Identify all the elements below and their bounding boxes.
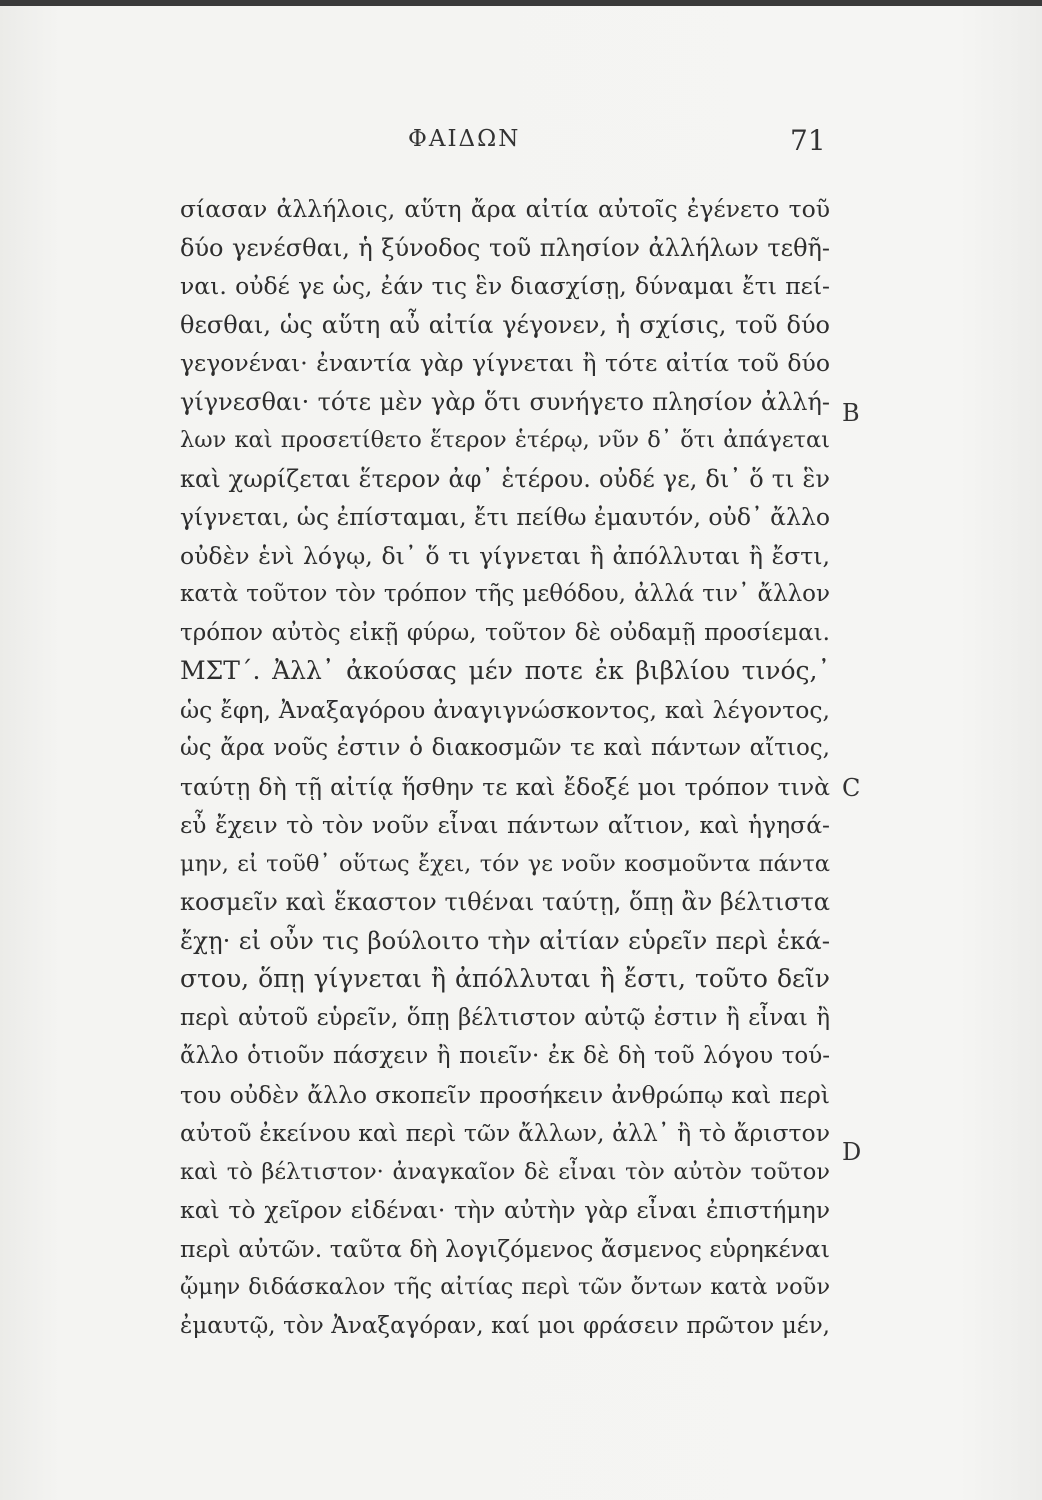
text-line: ναι. οὐδέ γε ὡς, ἐάν τις ἓν διασχίσῃ, δύναμαι ἔτι πεί-	[180, 272, 830, 300]
text-line: στου, ὅπῃ γίγνεται ἢ ἀπόλλυται ἢ ἔστι, τοῦτο δεῖν	[180, 964, 830, 993]
text-line: γίγνεσθαι· τότε μὲν γὰρ ὅτι συνήγετο πλησίον ἀλλή-	[180, 387, 830, 416]
page-number: 71	[790, 124, 826, 157]
text-line: κατὰ τοῦτον τὸν τρόπον τῆς μεθόδου, ἀλλά τιν᾽ ἄλλον	[180, 581, 830, 607]
text-line: κοσμεῖν καὶ ἕκαστον τιθέναι ταύτῃ, ὅπῃ ἂν βέλτιστα	[180, 888, 830, 916]
text-line: γίγνεται, ὡς ἐπίσταμαι, ἔτι πείθω ἐμαυτόν, οὐδ᾽ ἄλλο	[180, 503, 830, 531]
text-line: ἔχῃ· εἰ οὖν τις βούλοιτο τὴν αἰτίαν εὑρεῖν περὶ ἑκά-	[180, 925, 830, 955]
text-line: περὶ αὐτοῦ εὑρεῖν, ὅπῃ βέλτιστον αὐτῷ ἐστιν ἢ εἶναι ἢ	[180, 1004, 830, 1031]
text-line: τρόπον αὐτὸς εἰκῇ φύρω, τοῦτον δὲ οὐδαμῇ προσίεμαι.	[180, 619, 830, 646]
text-line: καὶ τὸ βέλτιστον· ἀναγκαῖον δὲ εἶναι τὸν αὐτὸν τοῦτον	[180, 1158, 830, 1185]
greek-text-body	[180, 190, 830, 1345]
text-line: καὶ τὸ χεῖρον εἰδέναι· τὴν αὐτὴν γὰρ εἶναι ἐπιστήμην	[180, 1196, 830, 1224]
text-line: δύο γενέσθαι, ἡ ξύνοδος τοῦ πλησίον ἀλλήλων τεθῆ-	[180, 233, 830, 262]
text-line: ΜΣΤ΄. Ἀλλ᾽ ἀκούσας μέν ποτε ἐκ βιβλίου τινός,᾽	[180, 656, 830, 685]
text-line: ἐμαυτῷ, τὸν Ἀναξαγόραν, καί μοι φράσειν πρῶτον μέν,	[180, 1312, 830, 1339]
margin-section-mark-d: D	[842, 1138, 862, 1166]
text-line: οὐδὲν ἑνὶ λόγῳ, δι᾽ ὅ τι γίγνεται ἢ ἀπόλλυται ἢ ἔστι,	[180, 541, 830, 570]
text-line: θεσθαι, ὡς αὕτη αὖ αἰτία γέγονεν, ἡ σχίσις, τοῦ δύο	[180, 310, 830, 339]
text-line: ὡς ἔφη, Ἀναξαγόρου ἀναγιγνώσκοντος, καὶ λέγοντος,	[180, 695, 830, 724]
running-title: ΦΑΙΔΩΝ	[408, 126, 521, 152]
text-line: περὶ αὐτῶν. ταῦτα δὴ λογιζόμενος ἄσμενος εὑρηκέναι	[180, 1234, 830, 1263]
text-line: ἄλλο ὁτιοῦν πάσχειν ἢ ποιεῖν· ἐκ δὲ δὴ τοῦ λόγου τού-	[180, 1043, 830, 1069]
text-line: σίασαν ἀλλήλοις, αὕτη ἄρα αἰτία αὐτοῖς ἐγένετο τοῦ	[180, 195, 830, 223]
page-top-edge	[0, 0, 1042, 6]
text-line: λων καὶ προσετίθετο ἕτερον ἑτέρῳ, νῦν δ᾽ ὅτι ἀπάγεται	[180, 427, 830, 453]
text-line: ταύτῃ δὴ τῇ αἰτίᾳ ἥσθην τε καὶ ἔδοξέ μοι τρόπον τινὰ	[180, 772, 830, 801]
margin-section-mark-b: B	[842, 399, 860, 427]
margin-section-mark-c: C	[842, 774, 861, 802]
text-line: αὐτοῦ ἐκείνου καὶ περὶ τῶν ἄλλων, ἀλλ᾽ ἢ τὸ ἄριστον	[180, 1119, 830, 1147]
page-header	[0, 126, 1042, 166]
text-line: του οὐδὲν ἄλλο σκοπεῖν προσήκειν ἀνθρώπῳ καὶ περὶ	[180, 1080, 830, 1109]
text-line: ᾤμην διδάσκαλον τῆς αἰτίας περὶ τῶν ὄντων κατὰ νοῦν	[180, 1274, 830, 1300]
text-line: ὡς ἄρα νοῦς ἐστιν ὁ διακοσμῶν τε καὶ πάντων αἴτιος,	[180, 735, 830, 761]
text-line: μην, εἰ τοῦθ᾽ οὕτως ἔχει, τόν γε νοῦν κοσμοῦντα πάντα	[180, 850, 830, 877]
text-line: εὖ ἔχειν τὸ τὸν νοῦν εἶναι πάντων αἴτιον, καὶ ἡγησά-	[180, 811, 830, 839]
text-line: καὶ χωρίζεται ἕτερον ἀφ᾽ ἑτέρου. οὐδέ γε, δι᾽ ὅ τι ἓν	[180, 464, 830, 493]
text-line: γεγονέναι· ἐναντία γὰρ γίγνεται ἢ τότε αἰτία τοῦ δύο	[180, 349, 830, 377]
